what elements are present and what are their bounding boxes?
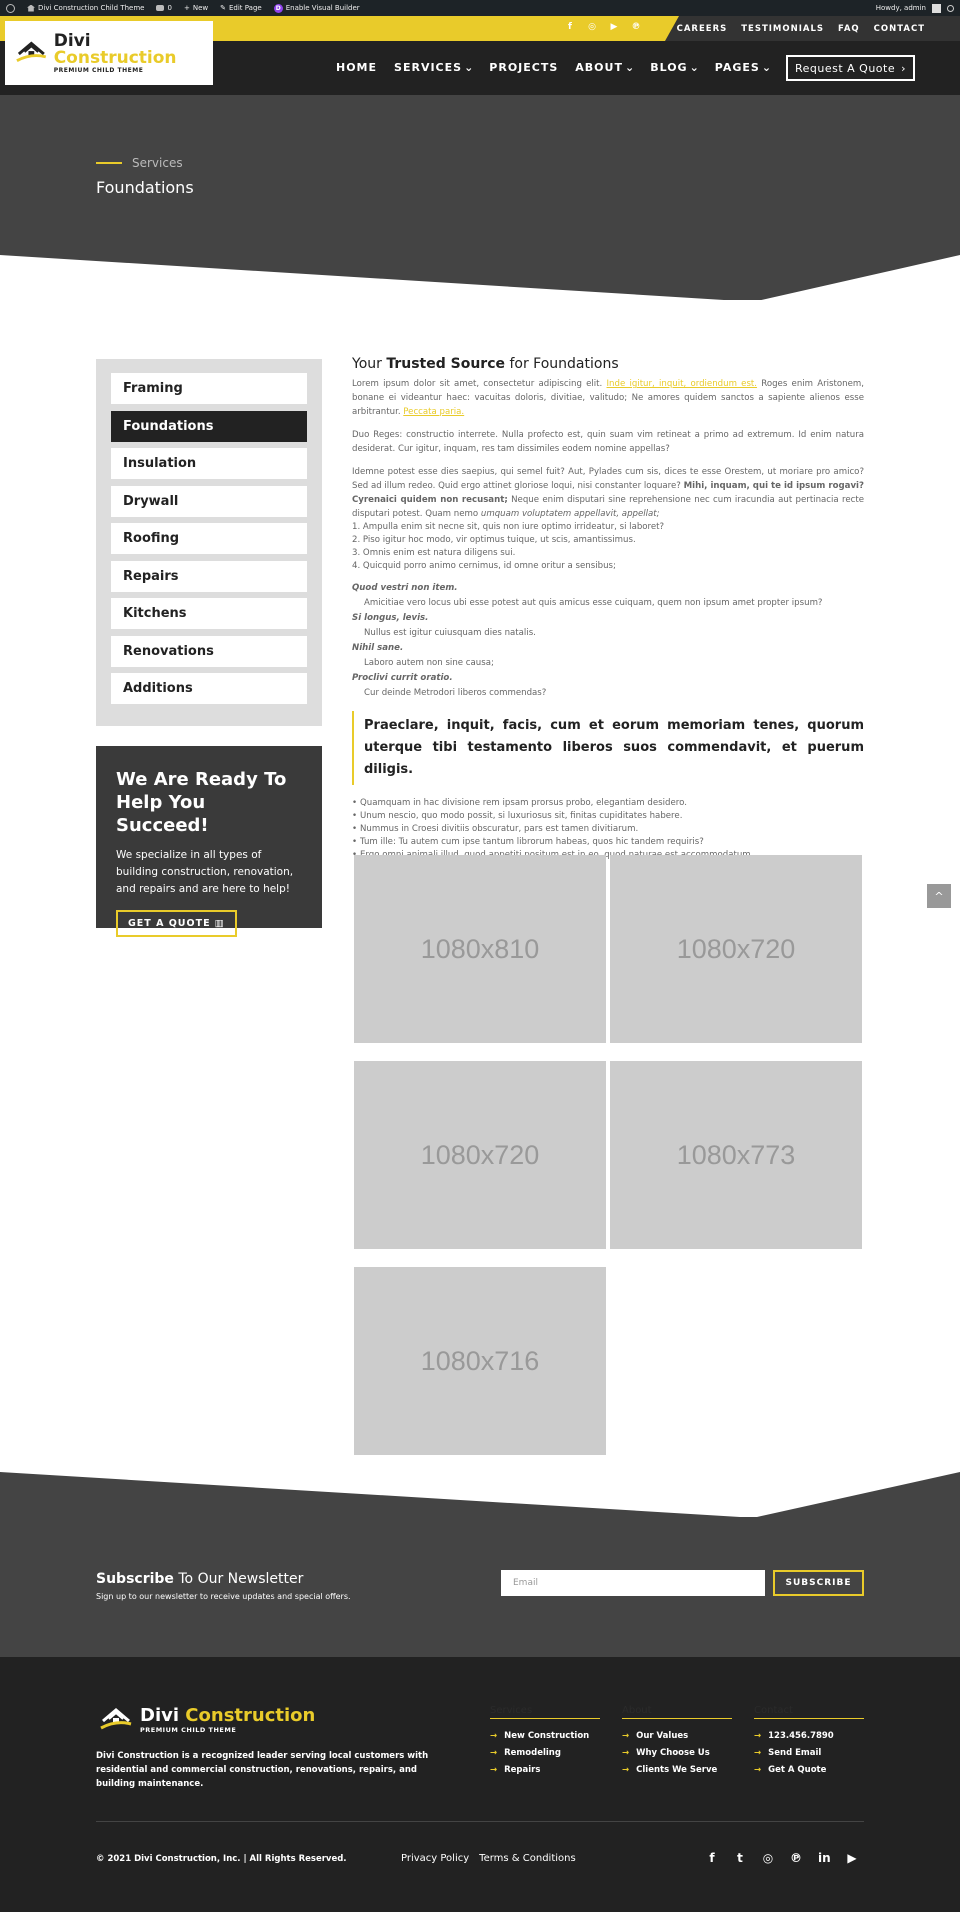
services-sidebar (96, 359, 322, 726)
careers-link[interactable]: CAREERS (676, 24, 728, 34)
footer-link-label: Get A Quote (768, 1765, 827, 1775)
list-item: 1. Ampulla enim sit necne sit, quis non iure optimo irrideatur, si laboret? (352, 522, 665, 532)
cta-text: We specialize in all types of building construction, renovation, and repairs and are here to help! (116, 849, 294, 895)
site-footer (0, 1657, 960, 1912)
arrow-right-icon: → (754, 1731, 762, 1741)
gallery-image[interactable]: 1080x720 (610, 855, 862, 1043)
chevron-down-icon: ⌄ (761, 61, 773, 74)
footer-legal-links (401, 1853, 576, 1864)
footer-col-about (622, 1705, 732, 1782)
footer-col-services (490, 1705, 600, 1782)
footer-link-label: Our Values (636, 1731, 689, 1741)
new-label: New (192, 4, 209, 12)
accent-dash (96, 162, 122, 164)
footer-divider (96, 1821, 864, 1822)
sidebar-item-insulation[interactable]: Insulation (111, 448, 307, 479)
copyright: © 2021 Divi Construction, Inc. | All Rights Reserved. (96, 1854, 347, 1864)
gallery-image[interactable]: 1080x716 (354, 1267, 606, 1455)
paragraph-2: Duo Reges: constructio interrete. Nulla profecto est, quin suam vim retineat a primo ad extremum. Id enim natura desiderat. Cur igitur, inquam, res tam dissimiles eodem nomine appellas? (352, 430, 864, 454)
site-name-link[interactable] (27, 4, 144, 12)
testimonials-link[interactable]: TESTIMONIALS (741, 24, 825, 34)
newsletter-title (96, 1571, 303, 1587)
avatar[interactable] (932, 4, 941, 13)
comments-count: 0 (167, 4, 172, 12)
edit-page-label: Edit Page (228, 4, 262, 12)
terms-link[interactable]: Terms & Conditions (479, 1853, 576, 1864)
definition-desc: Amicitiae vero locus ubi esse potest aut quis amicus esse cuiquam, quem non ipsum amet propter ipsum? (364, 598, 823, 608)
wordpress-menu[interactable] (6, 4, 15, 13)
list-item: • Nummus in Croesi divitiis obscuratur, pars est tamen divitiarum. (360, 823, 864, 836)
cta-title: We Are Ready To Help You Succeed! (116, 769, 287, 836)
definition-desc: Laboro autem non sine causa; (364, 658, 494, 668)
p1-link-2[interactable]: Peccata paria. (403, 407, 465, 417)
footer-link-label: Why Choose Us (636, 1748, 710, 1758)
p1-text-a: Lorem ipsum dolor sit amet, consectetur adipiscing elit. (352, 379, 607, 389)
nav-label: ABOUT (575, 61, 623, 74)
site-name: Divi Construction Child Theme (38, 4, 145, 12)
comments-link[interactable] (156, 4, 171, 12)
p1-text-b: Roges enim Aristonem, bonane ei videantur haec: vacuitas doloris, divitiae, valitudo; Ne amores quidem sanctos a sapiente alienos esse arbitrantur. (352, 379, 864, 417)
content-heading (352, 356, 864, 372)
nav-label: PROJECTS (489, 61, 559, 74)
blockquote: Praeclare, inquit, facis, cum et eorum memoriam tenes, quorum uterque tibi testamento liberos suos commendavit, et puerum diligis. (352, 711, 864, 785)
sidebar-item-foundations[interactable]: Foundations (111, 411, 307, 442)
visual-builder-link[interactable] (274, 4, 360, 13)
nav-label: HOME (336, 61, 378, 74)
facebook-icon[interactable]: f (568, 22, 572, 32)
p3-text-b: Neque enim disputari sine reprehensione nec cum iracundia aut pertinacia recte disputari potest. Quam nemo (352, 495, 865, 519)
gallery-image[interactable]: 1080x773 (610, 1061, 862, 1249)
instagram-icon[interactable]: ◎ (588, 22, 596, 32)
bullet-list (352, 797, 864, 862)
sidebar-item-additions[interactable]: Additions (111, 673, 307, 704)
definition-list (352, 581, 864, 701)
breadcrumb (96, 156, 183, 170)
home-icon (27, 5, 35, 12)
chevron-down-icon: ⌄ (689, 61, 700, 74)
footer-link[interactable] (490, 1731, 600, 1741)
nav-home[interactable] (336, 61, 379, 74)
admin-bar (0, 0, 960, 16)
paragraph-3 (352, 465, 864, 521)
sidebar-item-framing[interactable]: Framing (111, 373, 307, 404)
comment-icon (156, 5, 164, 11)
newsletter-title-bold: Subscribe (96, 1571, 174, 1587)
arrow-right-icon: → (622, 1731, 630, 1741)
chevron-right-icon: › (901, 61, 907, 75)
arrow-right-icon: → (490, 1748, 498, 1758)
pinterest-icon[interactable]: ℗ (790, 1851, 802, 1865)
logo-tagline: PREMIUM CHILD THEME (140, 1726, 237, 1734)
privacy-policy-link[interactable]: Privacy Policy (401, 1853, 470, 1864)
nav-about[interactable] (575, 61, 635, 74)
back-to-top-button[interactable]: ^ (927, 884, 951, 908)
linkedin-icon[interactable]: in (818, 1851, 831, 1865)
p3-text-a: Idemne potest esse dies saepius, qui semel fuit? Aut, Pylades cum sis, dices te esse Orestem, ut moriare pro amico? Sed ad illum redeo. Quid ergo attinet gloriose loqui, nisi constanter loquare? (352, 467, 864, 491)
sidebar-item-kitchens[interactable]: Kitchens (111, 598, 307, 629)
nav-projects[interactable] (489, 61, 560, 74)
pinterest-icon[interactable]: ℗ (631, 22, 641, 32)
footer-link[interactable] (490, 1748, 600, 1758)
youtube-icon[interactable]: ▶ (610, 22, 618, 32)
search-icon[interactable] (947, 5, 954, 12)
page-title: Foundations (96, 178, 194, 197)
arrow-right-icon: → (490, 1731, 498, 1741)
list-item: • Unum nescio, quo modo possit, si luxuriosus sit, finitas cupiditates habere. (360, 810, 864, 823)
ordered-list (352, 521, 864, 573)
footer-col-heading: Services (490, 1705, 600, 1719)
footer-link-label: New Construction (504, 1731, 590, 1741)
cta-box (96, 746, 322, 928)
sidebar-item-drywall[interactable]: Drywall (111, 486, 307, 517)
chevron-down-icon: ⌄ (464, 61, 475, 74)
main-nav (336, 61, 772, 74)
divi-icon: D (274, 4, 283, 13)
newsletter-subtitle: Sign up to our newsletter to receive updates and special offers. (96, 1592, 351, 1601)
footer-logo-text (140, 1705, 315, 1734)
edit-page-link[interactable] (220, 4, 262, 12)
definition-desc: Cur deinde Metrodori liberos commendas? (364, 688, 547, 698)
footer-link[interactable] (622, 1748, 732, 1758)
hero-subtitle: Services (132, 156, 183, 170)
heading-pre: Your (352, 356, 387, 372)
logo-word-construction: Construction (185, 1705, 316, 1726)
main-content (352, 356, 864, 862)
visual-builder-label: Enable Visual Builder (285, 4, 360, 12)
footer-link[interactable] (754, 1731, 864, 1741)
definition-term: Proclivi currit oratio. (352, 673, 453, 683)
request-quote-button[interactable] (786, 55, 915, 81)
paragraph-1 (352, 377, 864, 419)
sidebar-item-repairs[interactable]: Repairs (111, 561, 307, 592)
nav-blog[interactable] (650, 61, 700, 74)
calculator-icon: ▥ (214, 918, 225, 929)
footer-social-icons (706, 1851, 858, 1865)
request-quote-label: Request A Quote (794, 61, 896, 75)
logo-tagline: PREMIUM CHILD THEME (53, 66, 144, 74)
sidebar-item-renovations[interactable]: Renovations (111, 636, 307, 667)
heading-post: for Foundations (505, 356, 619, 372)
definition-desc: Nullus est igitur cuiusquam dies natalis. (364, 628, 536, 638)
footer-link-label: 123.456.7890 (768, 1731, 834, 1741)
get-quote-label: GET A QUOTE (128, 918, 211, 929)
definition-term: Quod vestri non item. (352, 583, 458, 593)
footer-col-contact (754, 1705, 864, 1782)
p1-link[interactable]: Inde igitur, inquit, ordiendum est. (606, 379, 758, 389)
list-item: 4. Quicquid porro animo cernimus, id omne oritur a sensibus; (352, 561, 616, 571)
plus-icon: + (183, 4, 190, 12)
instagram-icon[interactable]: ◎ (762, 1851, 774, 1865)
footer-description: Divi Construction is a recognized leader serving local customers with residential and commercial construction, renovations, repairs, and building maintenance. (96, 1751, 429, 1789)
arrow-right-icon: → (754, 1748, 762, 1758)
footer-col-heading: Contact (754, 1705, 864, 1719)
new-content-link[interactable] (184, 4, 208, 12)
sidebar-item-roofing[interactable]: Roofing (111, 523, 307, 554)
wordpress-icon (6, 4, 15, 13)
faq-link[interactable]: FAQ (838, 24, 860, 34)
footer-link-label: Remodeling (504, 1748, 561, 1758)
youtube-icon[interactable]: ▶ (847, 1851, 857, 1865)
definition-term: Nihil sane. (352, 643, 404, 653)
footer-link-label: Send Email (768, 1748, 822, 1758)
list-item: 2. Piso igitur hoc modo, vir optimus tuique, ut scis, amantissimus. (352, 535, 636, 545)
footer-col-heading: About (622, 1705, 732, 1719)
nav-label: BLOG (650, 61, 688, 74)
top-links (677, 24, 925, 34)
get-quote-button[interactable] (116, 910, 237, 937)
footer-link[interactable] (754, 1748, 864, 1758)
subscribe-button[interactable]: SUBSCRIBE (773, 1570, 864, 1596)
logo-text (53, 30, 213, 74)
footer-logo[interactable] (96, 1705, 315, 1734)
definition-term: Si longus, levis. (352, 613, 429, 623)
footer-link-label: Repairs (504, 1765, 541, 1775)
nav-label: PAGES (714, 61, 760, 74)
footer-link[interactable] (622, 1765, 732, 1775)
arrow-right-icon: → (490, 1765, 498, 1775)
nav-label: SERVICES (394, 61, 463, 74)
gallery-image[interactable]: 1080x810 (354, 855, 606, 1043)
list-item: 3. Omnis enim est natura diligens sui. (352, 548, 516, 558)
contact-link[interactable]: CONTACT (873, 24, 925, 34)
arrow-right-icon: → (622, 1748, 630, 1758)
facebook-icon[interactable]: f (709, 1851, 715, 1865)
nav-pages[interactable] (715, 61, 772, 74)
logo-word-divi: Divi (53, 30, 91, 51)
footer-link-label: Clients We Serve (636, 1765, 718, 1775)
arrow-right-icon: → (754, 1765, 762, 1775)
house-logo-icon (15, 39, 48, 67)
twitter-icon[interactable]: t (737, 1851, 743, 1865)
p3-bold: Mihi, inquam, qui te id ipsum rogavi? Cyrenaici quidem non recusant; (352, 481, 864, 505)
site-logo[interactable] (5, 21, 213, 85)
gallery-image[interactable]: 1080x720 (354, 1061, 606, 1249)
logo-word-divi: Divi (140, 1705, 180, 1726)
logo-word-construction: Construction (53, 47, 177, 68)
email-input[interactable]: Email (501, 1570, 765, 1596)
house-logo-icon (96, 1706, 136, 1734)
arrow-right-icon: → (622, 1765, 630, 1775)
nav-services[interactable] (394, 61, 474, 74)
heading-bold: Trusted Source (386, 356, 506, 372)
top-social-icons (565, 22, 641, 32)
user-greeting[interactable]: Howdy, admin (875, 4, 926, 12)
list-item: • Quamquam in hac divisione rem ipsam prorsus probo, elegantiam desidero. (360, 797, 864, 810)
pencil-icon: ✎ (220, 4, 226, 12)
footer-link[interactable] (490, 1765, 600, 1775)
footer-link[interactable] (754, 1765, 864, 1775)
footer-link[interactable] (622, 1731, 732, 1741)
newsletter-title-rest: To Our Newsletter (173, 1571, 304, 1587)
list-item: • Tum ille: Tu autem cum ipse tantum librorum habeas, quos hic tandem requiris? (360, 836, 864, 849)
chevron-down-icon: ⌄ (624, 61, 636, 74)
p3-italic: umquam voluptatem appellavit, appellat; (480, 509, 660, 519)
